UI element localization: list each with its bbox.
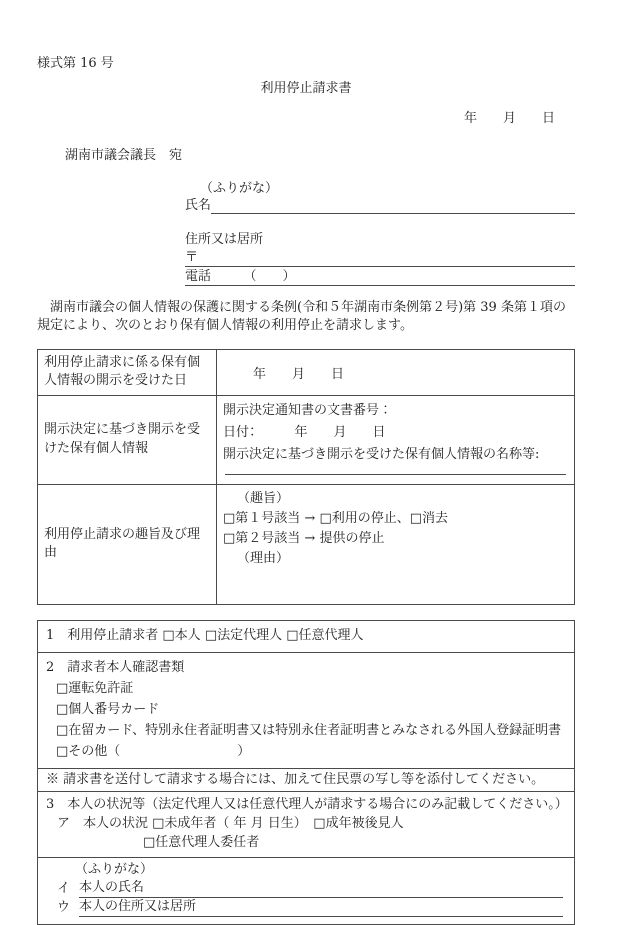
table-row xyxy=(38,395,575,484)
principal-address-field xyxy=(46,898,566,917)
item-prefix-u: ウ xyxy=(57,899,71,915)
info-name-line: 開示決定に基づき開示を受けた保有個人情報の名称等: xyxy=(223,446,540,462)
principal-name-field xyxy=(46,879,566,898)
intro-paragraph: 湖南市議会の個人情報の保護に関する条例(令和５年湖南市条例第２号)第 39 条第１項の規定により、次のとおり保有個人情報の利用停止を請求します。 xyxy=(37,300,566,334)
identity-documents-title: 2 請求者本人確認書類 xyxy=(46,659,185,675)
table-row xyxy=(38,620,575,652)
principal-furigana-label: （ふりがな） xyxy=(75,861,154,877)
disclosed-info-label: 開示決定に基づき開示を受けた保有個人情報 xyxy=(38,395,217,484)
document-number-line: 開示決定通知書の文書番号： xyxy=(223,402,393,418)
name-fill-underline xyxy=(211,213,575,214)
checkbox-line-mynumber-card: □個人番号カード xyxy=(56,701,160,717)
table-row xyxy=(38,791,575,857)
disclosure-info-table xyxy=(37,349,575,605)
principal-status-cell xyxy=(38,791,575,857)
postal-code-field: 〒 xyxy=(185,249,575,267)
checkbox-line-item1: □第１号該当 → □利用の停止、□消去 xyxy=(223,510,449,526)
address-label: 住所又は居所 xyxy=(185,232,264,247)
table-row xyxy=(38,768,575,791)
checkbox-line-drivers-license: □運転免許証 xyxy=(56,680,134,696)
disclosure-date-value: 年 月 日 xyxy=(253,366,345,382)
identity-documents-cell xyxy=(38,652,575,768)
addressee-line: 湖南市議会議長 宛 xyxy=(65,148,183,163)
principal-address-label: 本人の住所又は居所 xyxy=(79,898,563,917)
applicant-block xyxy=(185,180,575,286)
request-purpose-label: 利用停止請求の趣旨及び理由 xyxy=(38,484,217,604)
date-blank-line: 年 月 日 xyxy=(463,111,555,126)
checkbox-line-other: □その他（ ） xyxy=(56,743,251,759)
request-details-table xyxy=(37,620,575,925)
table-row xyxy=(38,484,575,604)
purpose-heading: （趣旨） xyxy=(237,490,290,506)
disclosure-date-label: 利用停止請求に係る保有個人情報の開示を受けた日 xyxy=(38,349,217,395)
checkbox-line-item2: □第２号該当 → 提供の停止 xyxy=(223,530,385,546)
reason-heading: （理由） xyxy=(237,550,290,566)
item-prefix-i: イ xyxy=(57,880,71,896)
table-row xyxy=(38,349,575,395)
checkbox-line-residence-card: □在留カード、特別永住者証明書又は特別永住者証明書とみなされる外国人登録証明書 xyxy=(56,722,562,738)
request-purpose-cell xyxy=(217,484,575,604)
furigana-label: （ふりがな） xyxy=(200,181,279,196)
name-label: 氏名 xyxy=(185,198,212,213)
checkbox-line-voluntary-agent: □任意代理人委任者 xyxy=(143,834,260,850)
principal-name-label: 本人の氏名 xyxy=(79,879,563,898)
disclosure-date-cell xyxy=(217,349,575,395)
table-row xyxy=(38,652,575,768)
requester-type-line: 1 利用停止請求者 □本人 □法定代理人 □任意代理人 xyxy=(38,620,575,652)
form-number: 様式第 16 号 xyxy=(37,56,114,71)
name-field xyxy=(185,197,575,214)
document-date-line: 日付： 年 月 日 xyxy=(223,424,386,440)
principal-name-address-cell xyxy=(38,857,575,924)
table-row xyxy=(38,857,575,924)
mailing-note-line: ※ 請求書を送付して請求する場合には、加えて住民票の写し等を添付してください。 xyxy=(38,768,575,791)
page-title: 利用停止請求書 xyxy=(260,81,352,96)
disclosed-info-cell xyxy=(217,395,575,484)
fill-in-underline xyxy=(225,466,566,475)
checkbox-line-minor-adultward: ア 本人の状況 □未成年者（ 年 月 日生） □成年被後見人 xyxy=(57,815,404,831)
principal-status-title: 3 本人の状況等（法定代理人又は任意代理人が請求する場合にのみ記載してください。） xyxy=(46,796,568,812)
phone-field: 電話 （ ） xyxy=(185,268,575,286)
